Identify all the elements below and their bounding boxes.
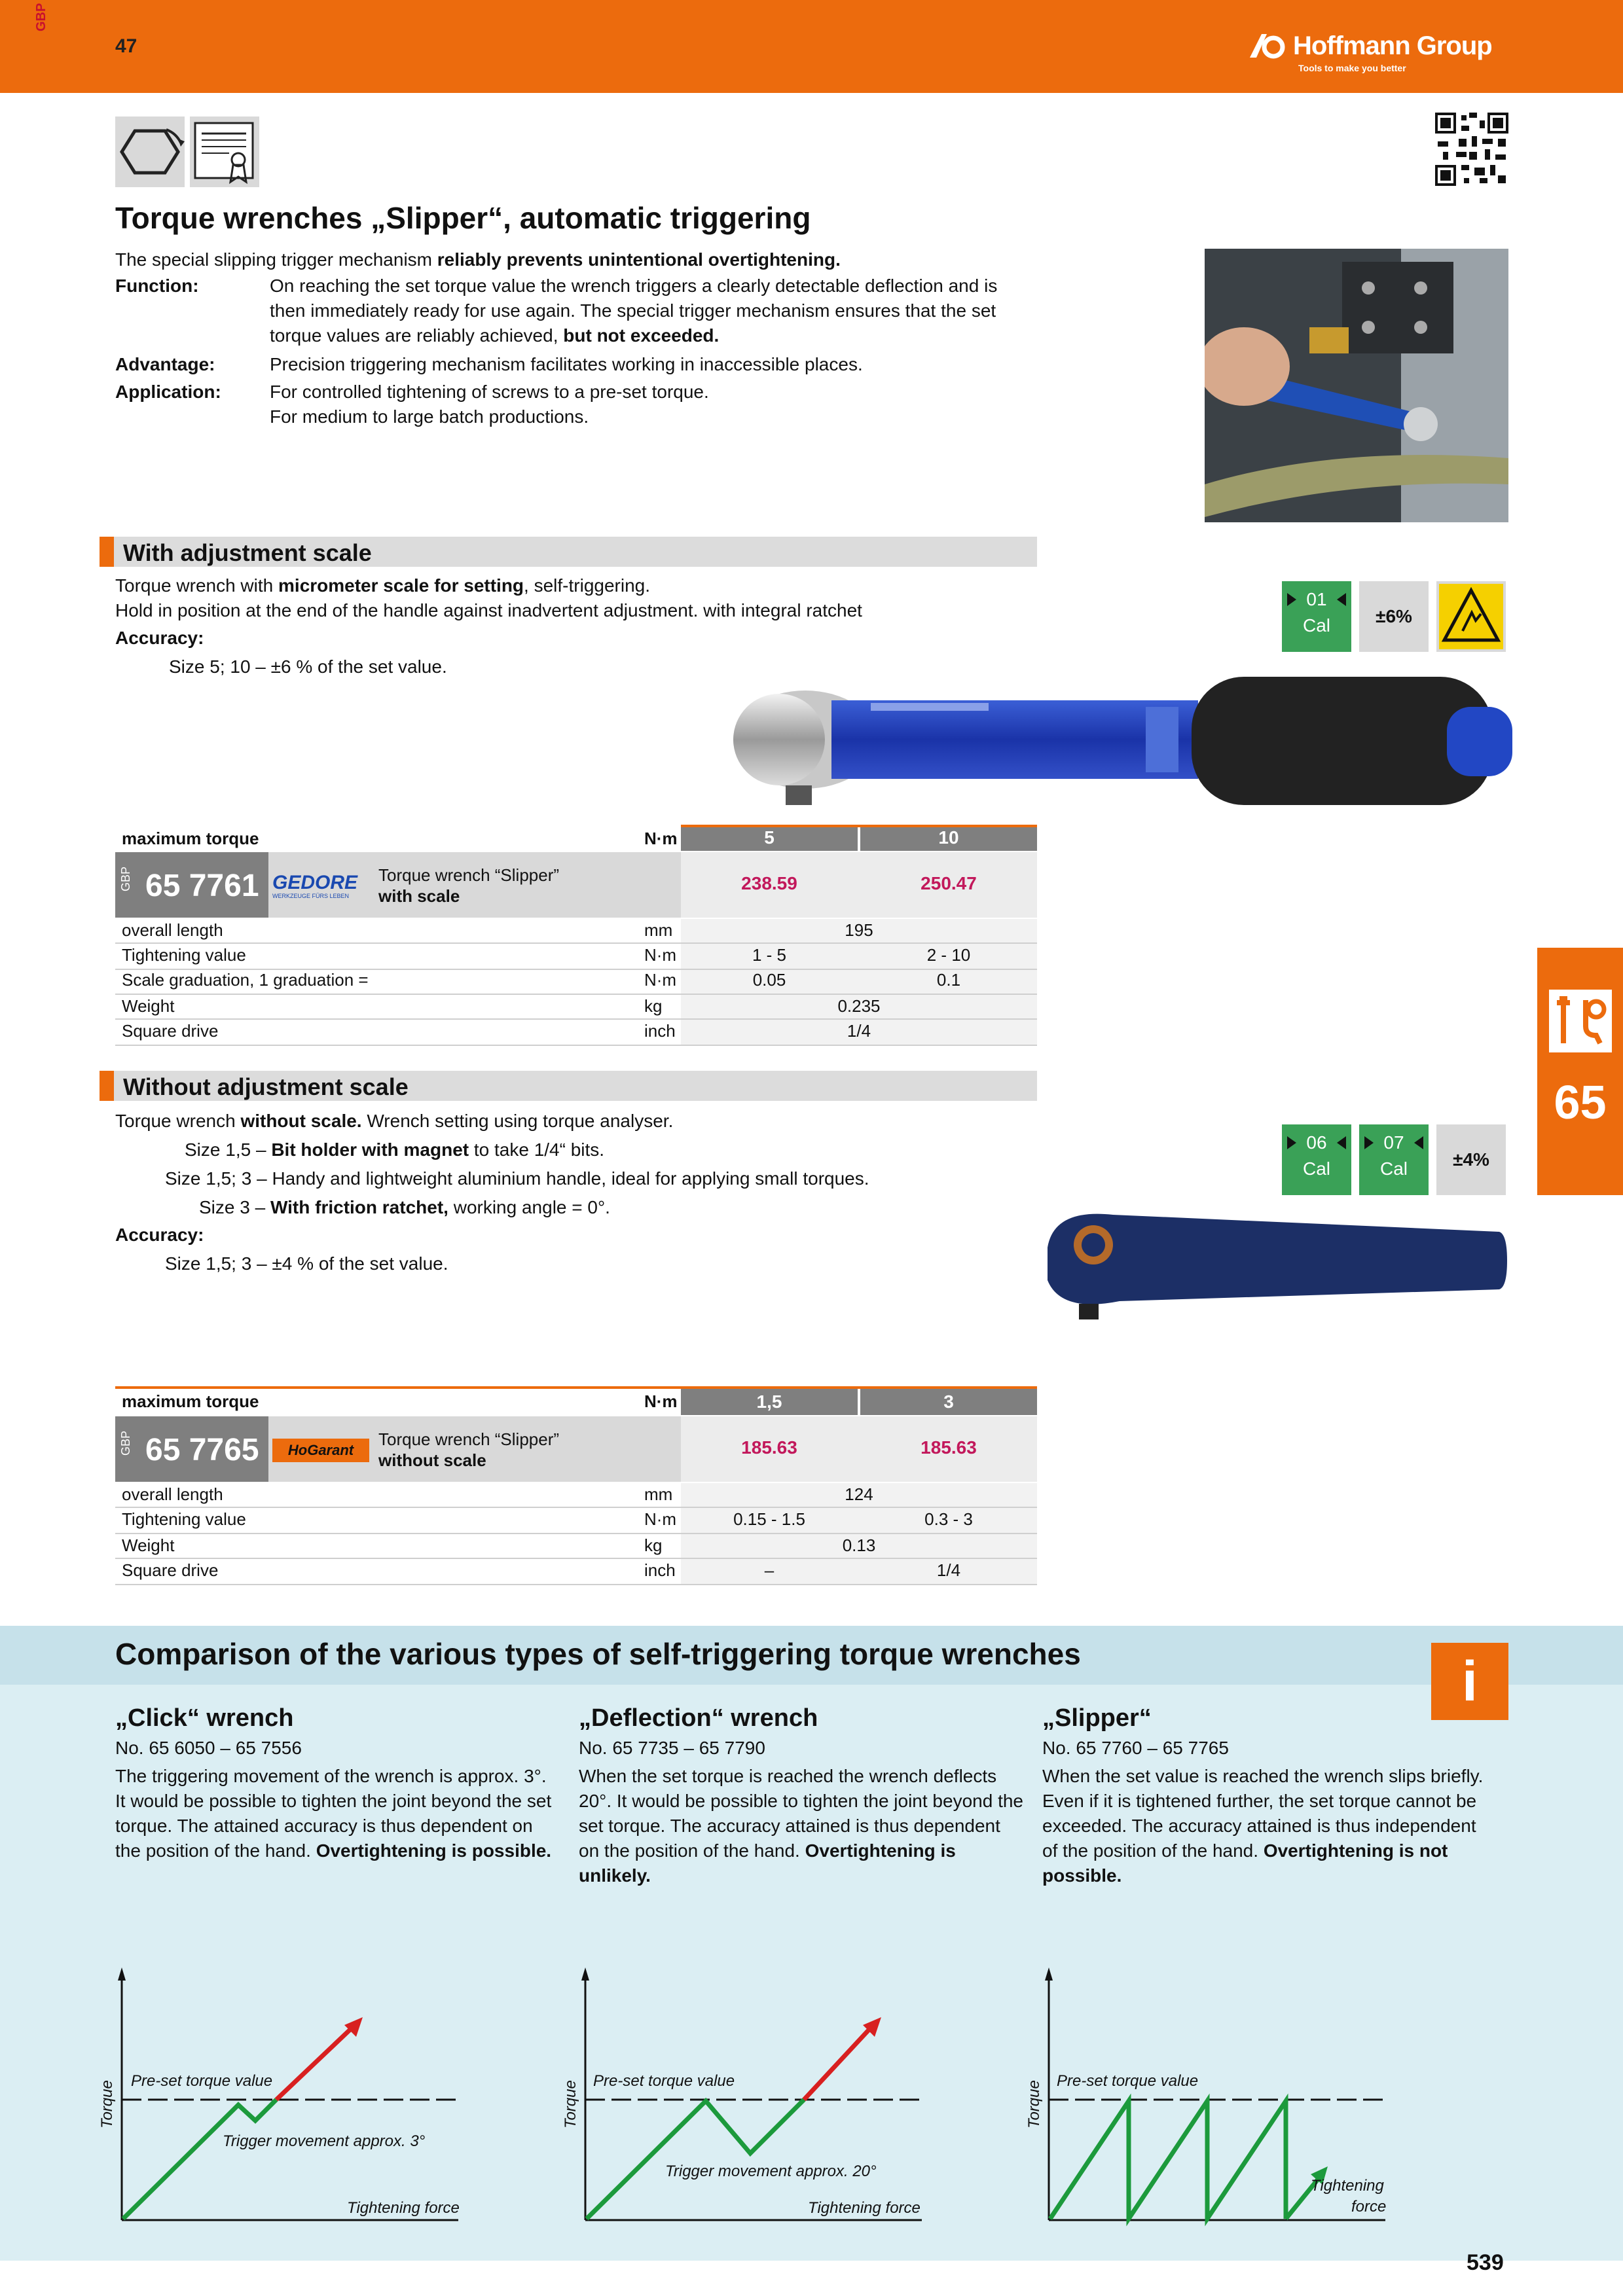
item-size: Size 1,5 – [185,1139,266,1160]
application-photo [1205,249,1508,522]
torque-wrench-without-scale-image [1041,1202,1512,1326]
product-line-2: with scale [378,886,460,906]
comparison-click-wrench [115,1704,560,1863]
column-article-range: No. 65 6050 – 65 7556 [115,1738,302,1758]
diagram-deflection-wrench [555,1964,948,2232]
row-unit: N·m [644,970,677,990]
item-bold: With friction ratchet, [270,1197,448,1217]
text-bold: micrometer scale for setting [278,575,524,596]
page-number-top: 47 [115,35,137,57]
trigger-label: Trigger movement approx. 3° [223,2132,426,2150]
row-label: Weight [122,996,175,1016]
comparison-slipper [1042,1704,1487,1888]
section-with-scale [100,537,1037,567]
row-value: 1/4 [936,1560,961,1580]
section-without-scale [100,1071,1037,1101]
def-text [270,380,1147,429]
product-line-2: without scale [378,1450,486,1470]
section-title: Without adjustment scale [123,1073,409,1100]
def-function [115,274,1163,352]
section1-accuracy-label: Accuracy: [115,628,204,648]
torque-curve [587,2100,804,2219]
text-plain: , self-triggering. [524,575,651,596]
item-text: to take 1/4“ bits. [469,1139,605,1160]
x-axis-label: Tightening force [808,2199,921,2217]
column-heading: „Deflection“ wrench [579,1704,818,1732]
preset-label: Pre-set torque value [131,2072,273,2090]
overtighten-curve [276,2026,354,2100]
table-header-unit: N·m [644,829,678,848]
certificate-icon [190,117,259,187]
row-value: 195 [845,920,873,940]
comparison-title: Comparison of the various types of self-triggering torque wrenches [115,1637,1081,1671]
row-label: overall length [122,1484,223,1504]
section-accent [100,537,114,567]
intro-plain: The special slipping trigger mechanism [115,249,437,270]
def-line: For medium to large batch productions. [270,406,589,427]
item-text: working angle = 0°. [448,1197,610,1217]
article-number-block[interactable] [115,1416,268,1482]
row-unit: kg [644,1535,663,1555]
text-plain: The triggering movement of the wrench is approx. 3°. It would be possible to tighten the joint beyond the set torque. The attained accuracy is thus dependent on the position of the hand. [115,1766,552,1861]
section1-accuracy-text: Size 5; 10 – ±6 % of the set value. [169,656,447,677]
cal-label: Cal [1379,1158,1408,1179]
row-value: 1 - 5 [752,945,787,965]
column-text [1042,1764,1487,1888]
cal-number: 07 [1383,1132,1404,1153]
row-value: 1/4 [847,1021,871,1041]
text-bold: Overtightening is possible. [316,1840,552,1861]
tolerance-badge: ±4% [1436,1124,1506,1195]
row-value: 0.1 [936,970,961,990]
row-label: Tightening value [122,1509,246,1529]
comparison-deflection-wrench [579,1704,1024,1888]
table-header-label: maximum torque [122,1391,259,1411]
column-article-range: No. 65 7760 – 65 7765 [1042,1738,1229,1758]
feature-icons [115,117,259,187]
row-divider [115,1533,1037,1534]
article-number: 65 7765 [145,1433,259,1467]
def-text [270,274,1147,348]
row-label: Scale graduation, 1 graduation = [122,970,369,990]
row-label: Tightening value [122,945,246,965]
section-title: With adjustment scale [123,539,372,566]
text-plain: When the set value is reached the wrench slips briefly. Even if it is tightened further, the set torque cannot be exceeded. The accuracy attained is thus independent of the position of the hand. [1042,1766,1484,1861]
row-unit: mm [644,920,673,940]
row-divider [115,942,1037,944]
row-value: 0.05 [752,970,786,990]
row-label: overall length [122,920,223,940]
qr-code[interactable] [1435,113,1508,186]
table-header-unit: N·m [644,1391,678,1411]
text-plain: Wrench setting using torque analyser. [361,1111,674,1131]
article-description [268,1416,681,1482]
section2-accuracy-label: Accuracy: [115,1225,204,1245]
cal-badge [1282,581,1351,652]
product-line-1: Torque wrench “Slipper” [378,865,560,885]
def-line: then immediately ready for use again. The special trigger mechanism ensures that the set [270,300,996,321]
section2-item [165,1166,869,1191]
brand-tagline: Tools to make you better [1298,63,1406,73]
text-plain: Torque wrench with [115,575,279,596]
def-application [115,380,1163,432]
cal-number: 06 [1306,1132,1327,1153]
size-column-3: 3 [860,1389,1037,1415]
size-column-1-5: 1,5 [681,1389,858,1415]
row-value: – [764,1560,775,1580]
column-heading: „Slipper“ [1042,1704,1152,1732]
gbp-code: GBP [34,3,48,31]
row-value: 0.13 [842,1535,876,1555]
row-unit: mm [644,1484,673,1504]
def-term: Function: [115,276,199,296]
item-bold: Bit holder with magnet [271,1139,469,1160]
def-advantage [115,352,1163,378]
cal-badge [1359,1124,1429,1195]
def-line: On reaching the set torque value the wrench triggers a clearly detectable deflection and is [270,276,998,296]
page-number-bottom: 539 [1467,2250,1504,2275]
article-code: GBP [119,866,132,891]
row-unit: kg [644,996,663,1016]
size-column-5: 5 [681,825,858,851]
torque-wrench-with-scale-image [720,668,1519,825]
item-size: Size 3 – [199,1197,266,1217]
text-bold: Overtightening is not possible. [1042,1840,1448,1886]
garant-logo: HoGarant [272,1439,369,1462]
item-text: Handy and lightweight aluminium handle, ideal for applying small torques. [272,1168,869,1189]
overtighten-curve [804,2026,872,2100]
intro-bold: reliably prevents unintentional overtightening. [437,249,841,270]
chapter-tab[interactable] [1537,948,1623,1195]
row-value: 0.3 - 3 [924,1509,973,1529]
torque-curve [1050,2101,1286,2219]
intro-text [115,247,841,272]
column-text [115,1764,560,1863]
hoffmann-logo-icon [1247,31,1289,60]
info-icon[interactable]: i [1431,1643,1508,1720]
text-plain: Torque wrench [115,1111,241,1131]
row-unit: N·m [644,1509,677,1529]
row-value: 124 [845,1484,873,1504]
brand-logo[interactable] [1247,29,1509,81]
cal-badge [1282,1124,1351,1195]
row-label: Square drive [122,1021,219,1041]
article-number-block[interactable] [115,852,268,918]
column-article-range: No. 65 7735 – 65 7790 [579,1738,765,1758]
diagram-click-wrench [92,1964,484,2232]
text-plain: When the set torque is reached the wrench deflects 20°. It would be possible to tighten the joint beyond the set torque. The accuracy attained is thus dependent on the position of the hand. [579,1766,1023,1861]
y-axis-label: Torque [562,2080,579,2128]
chapter-number: 65 [1554,1077,1607,1129]
price-size-3: 185.63 [921,1437,977,1458]
row-divider [115,1018,1037,1020]
def-text: Precision triggering mechanism facilitates working in inaccessible places. [270,354,863,374]
row-unit: N·m [644,945,677,965]
section-accent [100,1071,114,1101]
text-bold: without scale. [240,1111,362,1131]
y-axis-label: Torque [1025,2080,1043,2128]
x-axis-label: force [1351,2198,1387,2215]
def-line: For controlled tightening of screws to a pre-set torque. [270,382,709,402]
price-size-5: 238.59 [741,873,797,893]
gedore-subline: WERKZEUGE FÜRS LEBEN [272,893,350,899]
product-line-1: Torque wrench “Slipper” [378,1429,560,1449]
y-axis-label: Torque [98,2080,116,2128]
def-term: Advantage: [115,354,215,374]
row-value: 0.235 [837,996,881,1016]
row-divider [115,1584,1037,1585]
page-title: Torque wrenches „Slipper“, automatic triggering [115,201,811,235]
text-bold: Overtightening is unlikely. [579,1840,956,1886]
def-line: torque values are reliably achieved, [270,325,564,346]
table-header-label: maximum torque [122,829,259,848]
row-unit: inch [644,1021,676,1041]
esd-warning-icon [1436,581,1506,652]
row-divider [115,994,1037,995]
cal-label: Cal [1302,1158,1330,1179]
cal-label: Cal [1302,615,1330,636]
preset-label: Pre-set torque value [1057,2072,1199,2090]
table-orange-line [681,825,1037,827]
row-label: Square drive [122,1560,219,1580]
x-axis-label: Tightening force [347,2199,460,2217]
def-term: Application: [115,382,221,402]
diagram-slipper [1019,1964,1412,2232]
preset-label: Pre-set torque value [593,2072,735,2090]
cal-number: 01 [1306,589,1327,609]
section2-accuracy-text: Size 1,5; 3 – ±4 % of the set value. [165,1253,448,1274]
row-unit: inch [644,1560,676,1580]
row-divider [115,1045,1037,1046]
price-size-10: 250.47 [921,873,977,893]
def-bold: but not exceeded. [563,325,720,346]
item-size: Size 1,5; 3 – [165,1168,267,1189]
article-code: GBP [119,1430,132,1456]
section2-line1 [115,1109,673,1134]
size-column-10: 10 [860,825,1037,851]
row-label: Weight [122,1535,175,1555]
section1-line1 [115,573,650,598]
brand-name: Hoffmann Group [1293,31,1492,60]
row-divider [115,1507,1037,1508]
article-description [268,852,681,918]
column-text [579,1764,1024,1888]
torque-curve [123,2100,276,2219]
row-divider [115,1558,1037,1559]
wrench-tools-icon [1537,990,1623,1075]
section1-line2: Hold in position at the end of the handle against inadvertent adjustment. with integral ratchet [115,600,862,620]
price-size-1-5: 185.63 [741,1437,797,1458]
section2-item [199,1195,610,1220]
column-heading: „Click“ wrench [115,1704,294,1732]
row-value: 2 - 10 [926,945,971,965]
section2-item [185,1138,604,1162]
tolerance-badge: ±6% [1359,581,1429,652]
trigger-label: Trigger movement approx. 20° [665,2162,877,2180]
hexagon-icon [115,117,185,187]
row-value: 0.15 - 1.5 [733,1509,805,1529]
article-number: 65 7761 [145,869,259,903]
x-axis-label: Tightening [1311,2177,1384,2195]
gedore-logo: GEDORE [272,872,358,893]
